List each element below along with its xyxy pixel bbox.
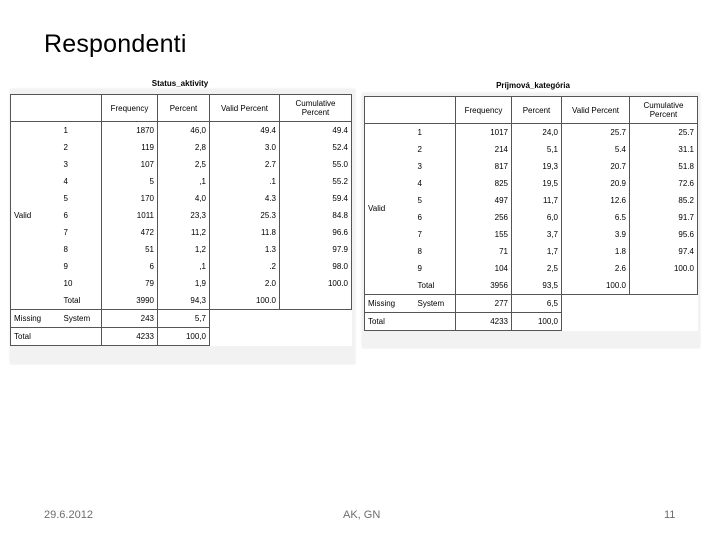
total-frequency-cell: 4233 <box>456 313 512 331</box>
percent-cell: 19,3 <box>512 158 562 175</box>
valid-percent-cell: 5.4 <box>562 141 630 158</box>
valid-percent-cell: 100.0 <box>210 292 280 310</box>
valid-percent-cell: 12.6 <box>562 192 630 209</box>
category-label: 3 <box>415 158 456 175</box>
header-cumulative-percent: Cumulative Percent <box>630 97 698 124</box>
valid-percent-cell: 1.3 <box>210 241 280 258</box>
valid-percent-cell: 49.4 <box>210 122 280 140</box>
right-frequency-table <box>364 96 698 331</box>
percent-cell: 4,0 <box>158 190 210 207</box>
missing-percent-cell: 5,7 <box>158 310 210 328</box>
cumulative-percent-cell: 84.8 <box>280 207 352 224</box>
frequency-cell: 119 <box>102 139 158 156</box>
percent-cell: 23,3 <box>158 207 210 224</box>
frequency-cell: 79 <box>102 275 158 292</box>
cumulative-percent-cell <box>280 292 352 310</box>
cumulative-percent-cell <box>630 277 698 295</box>
category-label: 3 <box>61 156 102 173</box>
table-row <box>11 224 352 241</box>
frequency-cell: 256 <box>456 209 512 226</box>
missing-frequency-cell: 243 <box>102 310 158 328</box>
category-label: 1 <box>61 122 102 140</box>
valid-percent-cell: 6.5 <box>562 209 630 226</box>
cumulative-percent-cell: 91.7 <box>630 209 698 226</box>
header-corner <box>61 95 102 122</box>
cumulative-percent-cell: 100.0 <box>280 275 352 292</box>
frequency-cell: 3990 <box>102 292 158 310</box>
group-label-valid: Valid <box>11 122 61 310</box>
percent-cell: 11,7 <box>512 192 562 209</box>
valid-percent-cell: .2 <box>210 258 280 275</box>
frequency-cell: 817 <box>456 158 512 175</box>
group-label-total: Total <box>365 313 456 331</box>
percent-cell: 1,2 <box>158 241 210 258</box>
table-header-row <box>11 95 352 122</box>
valid-percent-cell: 2.6 <box>562 260 630 277</box>
cumulative-percent-cell: 96.6 <box>280 224 352 241</box>
percent-cell: 6,0 <box>512 209 562 226</box>
category-label: 4 <box>415 175 456 192</box>
group-label-total: Total <box>11 328 102 346</box>
total-row <box>11 328 352 346</box>
total-percent-cell: 100,0 <box>512 313 562 331</box>
cumulative-percent-cell: 100.0 <box>630 260 698 277</box>
percent-cell: 5,1 <box>512 141 562 158</box>
category-label: 8 <box>415 243 456 260</box>
percent-cell: 94,3 <box>158 292 210 310</box>
frequency-cell: 497 <box>456 192 512 209</box>
percent-cell: ,1 <box>158 258 210 275</box>
missing-row <box>11 310 352 328</box>
category-label: 5 <box>415 192 456 209</box>
header-valid-percent: Valid Percent <box>210 95 280 122</box>
frequency-cell: 1017 <box>456 124 512 142</box>
total-row <box>365 313 698 331</box>
header-corner <box>11 95 61 122</box>
table-row <box>11 190 352 207</box>
frequency-cell: 71 <box>456 243 512 260</box>
total-percent-cell: 100,0 <box>158 328 210 346</box>
category-label: 4 <box>61 173 102 190</box>
frequency-cell: 1870 <box>102 122 158 140</box>
percent-cell: 2,5 <box>512 260 562 277</box>
cumulative-percent-cell: 85.2 <box>630 192 698 209</box>
percent-cell: 11,2 <box>158 224 210 241</box>
valid-percent-cell: 25.3 <box>210 207 280 224</box>
total-frequency-cell: 4233 <box>102 328 158 346</box>
frequency-cell: 1011 <box>102 207 158 224</box>
category-label: 9 <box>61 258 102 275</box>
frequency-cell: 155 <box>456 226 512 243</box>
group-label-missing: Missing <box>11 310 61 328</box>
table-row <box>11 156 352 173</box>
frequency-cell: 6 <box>102 258 158 275</box>
category-label: Total <box>415 277 456 295</box>
header-cumulative-percent: Cumulative Percent <box>280 95 352 122</box>
cumulative-percent-cell: 98.0 <box>280 258 352 275</box>
category-label: 2 <box>415 141 456 158</box>
left-table-title: Status_aktivity <box>151 79 209 88</box>
category-label: 1 <box>415 124 456 142</box>
valid-percent-cell: 11.8 <box>210 224 280 241</box>
cumulative-percent-cell: 25.7 <box>630 124 698 142</box>
table-row <box>365 124 698 142</box>
category-label: 9 <box>415 260 456 277</box>
percent-cell: 24,0 <box>512 124 562 142</box>
valid-percent-cell: 20.9 <box>562 175 630 192</box>
right-table-title: Príjmová_kategória <box>496 81 570 90</box>
percent-cell: 1,7 <box>512 243 562 260</box>
category-label: Total <box>61 292 102 310</box>
footer-page-number: 11 <box>664 509 676 521</box>
frequency-cell: 472 <box>102 224 158 241</box>
percent-cell: ,1 <box>158 173 210 190</box>
table-row <box>11 122 352 140</box>
slide-title: Respondenti <box>44 30 187 58</box>
category-label: 8 <box>61 241 102 258</box>
valid-percent-cell: 25.7 <box>562 124 630 142</box>
table-row <box>365 192 698 209</box>
cumulative-percent-cell: 97.9 <box>280 241 352 258</box>
header-frequency: Frequency <box>456 97 512 124</box>
category-label: 7 <box>61 224 102 241</box>
percent-cell: 3,7 <box>512 226 562 243</box>
left-frequency-table <box>10 94 352 346</box>
header-valid-percent: Valid Percent <box>562 97 630 124</box>
table-row <box>365 209 698 226</box>
cumulative-percent-cell: 49.4 <box>280 122 352 140</box>
footer-date: 29.6.2012 <box>44 509 93 521</box>
table-row <box>11 241 352 258</box>
valid-percent-cell: 100.0 <box>562 277 630 295</box>
cumulative-percent-cell: 72.6 <box>630 175 698 192</box>
valid-percent-cell: 20.7 <box>562 158 630 175</box>
percent-cell: 19,5 <box>512 175 562 192</box>
cumulative-percent-cell: 55.2 <box>280 173 352 190</box>
table-row <box>365 226 698 243</box>
category-label: 6 <box>415 209 456 226</box>
valid-percent-cell: 2.0 <box>210 275 280 292</box>
group-label-missing: Missing <box>365 295 415 313</box>
header-percent: Percent <box>512 97 562 124</box>
missing-percent-cell: 6,5 <box>512 295 562 313</box>
percent-cell: 1,9 <box>158 275 210 292</box>
header-corner <box>415 97 456 124</box>
table-row <box>11 258 352 275</box>
valid-percent-cell: 3.0 <box>210 139 280 156</box>
missing-frequency-cell: 277 <box>456 295 512 313</box>
frequency-cell: 5 <box>102 173 158 190</box>
valid-percent-cell: .1 <box>210 173 280 190</box>
missing-system-label: System <box>415 295 456 313</box>
header-corner <box>365 97 415 124</box>
missing-system-label: System <box>61 310 102 328</box>
frequency-cell: 214 <box>456 141 512 158</box>
category-label: 10 <box>61 275 102 292</box>
table-header-row <box>365 97 698 124</box>
group-label-valid: Valid <box>365 124 415 295</box>
table-row <box>365 175 698 192</box>
table-row <box>365 243 698 260</box>
frequency-cell: 104 <box>456 260 512 277</box>
cumulative-percent-cell: 31.1 <box>630 141 698 158</box>
table-row <box>11 275 352 292</box>
frequency-cell: 825 <box>456 175 512 192</box>
cumulative-percent-cell: 59.4 <box>280 190 352 207</box>
table-row <box>365 158 698 175</box>
frequency-cell: 51 <box>102 241 158 258</box>
valid-percent-cell: 2.7 <box>210 156 280 173</box>
cumulative-percent-cell: 51.8 <box>630 158 698 175</box>
percent-cell: 2,8 <box>158 139 210 156</box>
cumulative-percent-cell: 95.6 <box>630 226 698 243</box>
table-row <box>11 139 352 156</box>
category-label: 6 <box>61 207 102 224</box>
table-row <box>11 292 352 310</box>
valid-percent-cell: 4.3 <box>210 190 280 207</box>
header-frequency: Frequency <box>102 95 158 122</box>
cumulative-percent-cell: 97.4 <box>630 243 698 260</box>
header-percent: Percent <box>158 95 210 122</box>
percent-cell: 2,5 <box>158 156 210 173</box>
table-row <box>365 277 698 295</box>
table-row <box>11 207 352 224</box>
frequency-cell: 3956 <box>456 277 512 295</box>
valid-percent-cell: 1.8 <box>562 243 630 260</box>
percent-cell: 93,5 <box>512 277 562 295</box>
table-row <box>11 173 352 190</box>
category-label: 2 <box>61 139 102 156</box>
table-row <box>365 260 698 277</box>
category-label: 5 <box>61 190 102 207</box>
percent-cell: 46,0 <box>158 122 210 140</box>
table-row <box>365 141 698 158</box>
valid-percent-cell: 3.9 <box>562 226 630 243</box>
footer-authors: AK, GN <box>343 509 381 521</box>
missing-row <box>365 295 698 313</box>
cumulative-percent-cell: 55.0 <box>280 156 352 173</box>
category-label: 7 <box>415 226 456 243</box>
frequency-cell: 107 <box>102 156 158 173</box>
frequency-cell: 170 <box>102 190 158 207</box>
cumulative-percent-cell: 52.4 <box>280 139 352 156</box>
